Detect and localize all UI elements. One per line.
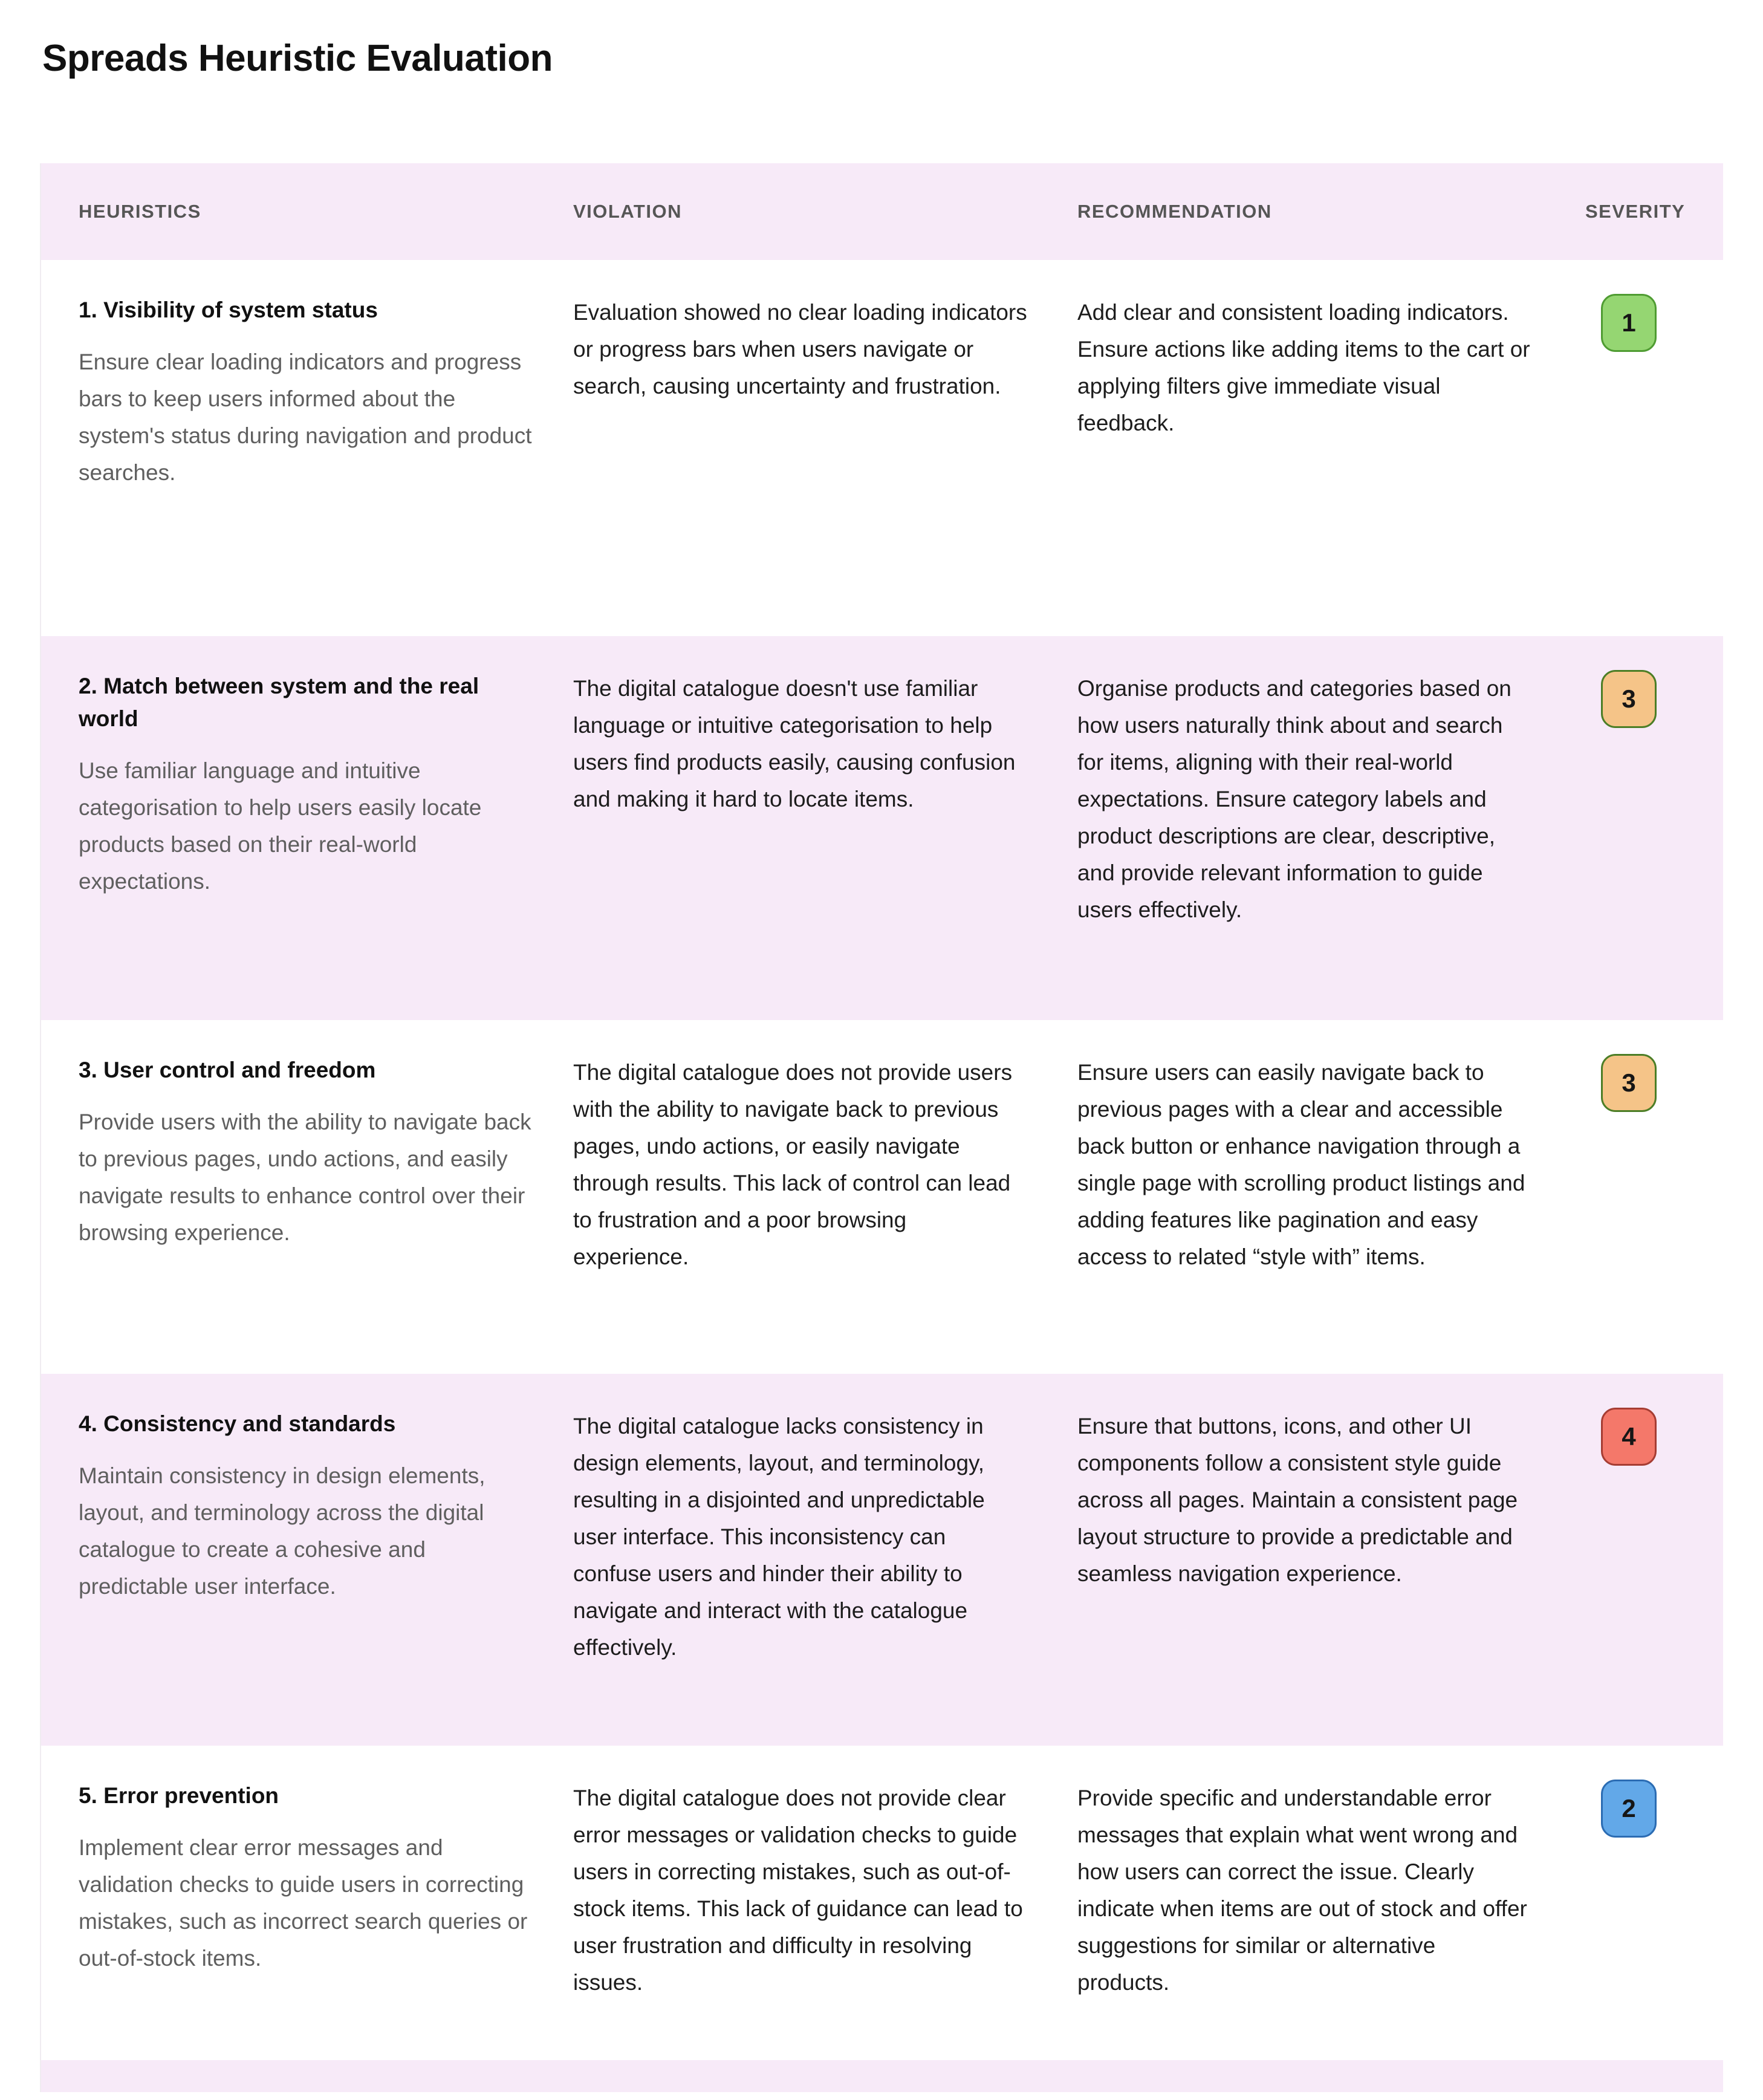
table-bottom-strip: [41, 2060, 1723, 2092]
severity-badge: 3: [1601, 1054, 1657, 1112]
table-row: [41, 260, 1723, 636]
violation-cell: [568, 1746, 1052, 2060]
heuristic-title: 3. User control and freedom: [79, 1058, 376, 1082]
violation-cell: [568, 1020, 1052, 1374]
recommendation-text: Ensure that buttons, icons, and other UI components follow a consistent style guide across all pages. Maintain a consistent page layout structure to provide a predictable and seamless navigation experience.: [1077, 1414, 1518, 1586]
severity-cell: [1548, 260, 1723, 636]
severity-badge: 1: [1601, 294, 1657, 352]
heuristic-title: 2. Match between system and the real world: [79, 674, 479, 731]
recommendation-text: Organise products and categories based on how users naturally think about and search for items, aligning with their real-world expectations. Ensure category labels and product descriptions are clear, descriptive, and provide relevant information to guide users effectively.: [1077, 676, 1511, 922]
violation-text: The digital catalogue doesn't use familiar language or intuitive categorisation to help users find products easily, causing confusion and making it hard to locate items.: [573, 676, 1016, 811]
page-title: Spreads Heuristic Evaluation: [42, 37, 553, 79]
recommendation-text: Add clear and consistent loading indicators. Ensure actions like adding items to the cart or applying filters give immediate visual feedback.: [1077, 300, 1530, 435]
severity-badge: 2: [1601, 1780, 1657, 1838]
column-header-violation: VIOLATION: [573, 201, 682, 222]
column-header-heuristics: HEURISTICS: [79, 201, 201, 222]
recommendation-cell: [1052, 260, 1548, 636]
table-header-row: [41, 163, 1723, 260]
column-header-recommendation: RECOMMENDATION: [1077, 201, 1272, 222]
violation-text: The digital catalogue lacks consistency in design elements, layout, and terminology, resulting in a disjointed and unpredictable user interface. This inconsistency can confuse users and hinder their ability to navigate and interact with the catalogue effectively.: [573, 1414, 985, 1660]
heuristic-description: Use familiar language and intuitive categorisation to help users easily locate products based on their real-world expectations.: [79, 758, 482, 894]
heuristic-description: Provide users with the ability to navigate back to previous pages, undo actions, and easily navigate results to enhance control over their browsing experience.: [79, 1110, 531, 1245]
table-row: [41, 636, 1723, 1020]
recommendation-text: Ensure users can easily navigate back to previous pages with a clear and accessible back button or enhance navigation through a single page with scrolling product listings and adding features like pagination and easy access to related “style with” items.: [1077, 1060, 1525, 1269]
table-row: [41, 1020, 1723, 1374]
severity-badge: 3: [1601, 670, 1657, 728]
heuristic-cell: [41, 1374, 568, 1746]
recommendation-cell: [1052, 636, 1548, 1020]
heuristic-cell: [41, 636, 568, 1020]
severity-badge: 4: [1601, 1408, 1657, 1466]
severity-cell: [1548, 1374, 1723, 1746]
heuristic-title: 4. Consistency and standards: [79, 1411, 396, 1436]
violation-cell: [568, 636, 1052, 1020]
violation-text: The digital catalogue does not provide users with the ability to navigate back to previous pages, undo actions, or easily navigate through results. This lack of control can lead to frustration and a poor browsing experience.: [573, 1060, 1013, 1269]
violation-cell: [568, 260, 1052, 636]
recommendation-cell: [1052, 1374, 1548, 1746]
table-row: [41, 1746, 1723, 2060]
heuristic-cell: [41, 260, 568, 636]
recommendation-text: Provide specific and understandable error messages that explain what went wrong and how users can correct the issue. Clearly indicate when items are out of stock and offer suggestions for similar or alternative products.: [1077, 1786, 1527, 1995]
severity-cell: [1548, 1020, 1723, 1374]
heuristic-title: 5. Error prevention: [79, 1783, 279, 1808]
heuristic-cell: [41, 1020, 568, 1374]
recommendation-cell: [1052, 1746, 1548, 2060]
heuristic-description: Maintain consistency in design elements, layout, and terminology across the digital catalogue to create a cohesive and predictable user interface.: [79, 1463, 485, 1599]
recommendation-cell: [1052, 1020, 1548, 1374]
column-header-severity: SEVERITY: [1585, 201, 1686, 222]
heuristic-title: 1. Visibility of system status: [79, 297, 378, 322]
heuristic-description: Implement clear error messages and validation checks to guide users in correcting mistakes, such as incorrect search queries or out-of-stock items.: [79, 1835, 528, 1971]
violation-text: The digital catalogue does not provide clear error messages or validation checks to guide users in correcting mistakes, such as out-of-stock items. This lack of guidance can lead to user frustration and difficulty in resolving issues.: [573, 1786, 1023, 1995]
evaluation-table: [40, 163, 1723, 2092]
table-row: [41, 1374, 1723, 1746]
heuristic-cell: [41, 1746, 568, 2060]
severity-cell: [1548, 1746, 1723, 2060]
severity-cell: [1548, 636, 1723, 1020]
violation-text: Evaluation showed no clear loading indicators or progress bars when users navigate or search, causing uncertainty and frustration.: [573, 300, 1027, 398]
violation-cell: [568, 1374, 1052, 1746]
heuristic-description: Ensure clear loading indicators and progress bars to keep users informed about the system's status during navigation and product searches.: [79, 349, 532, 485]
